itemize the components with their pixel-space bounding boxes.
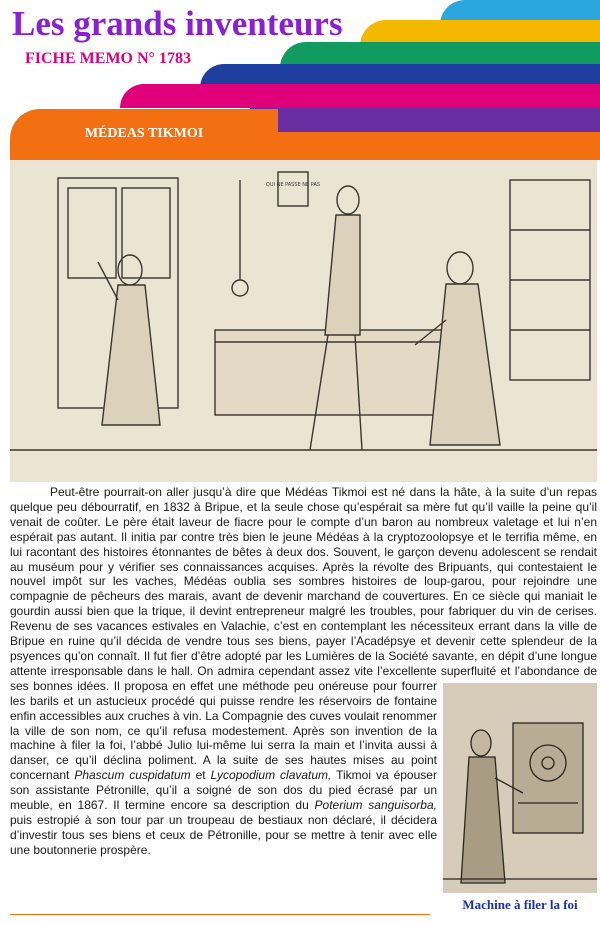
article-text-part-2: Tikmoi va épouser son assistante Pétronille, qu’il a soigné de son dos du pied écrasé par un meuble, en 1867. Il termine encore sa description du <box>10 768 437 813</box>
photo-caption: Machine à filer la foi <box>462 897 578 912</box>
page-title: Les grands inventeurs <box>12 4 343 43</box>
band-orange <box>250 132 600 160</box>
species-poterium: Poterium sanguisorba, <box>314 798 437 813</box>
band-magenta <box>120 84 600 108</box>
footer-rule <box>10 914 430 915</box>
subject-name-tab <box>10 109 278 160</box>
subject-name: MÉDEAS TIKMOI <box>84 126 204 141</box>
article-conjunction: et <box>195 768 206 783</box>
article-text-part-1: Peut-être pourrait-on aller jusqu’à dire que Médéas Tikmoi est né dans la hâte, à la suite d’un repas quelque peu débourratif, en 1832 à Bripue, et la seule chose qu’espérait sa mère fut qu’il vaille la peine qu’il venait de coûter. Le père était laveur de fiacre pour le compte d’un baron au nombreux valetage et lui n’en espérait pas autant. Il initia par contre très bien le jeune Médéas à la cryptozoolopsye et le terrifia même, en lui racontant des histoires étonnantes de bêtes à deux dos. Souvent, le garçon devenu adolescent se rendait au muséum pour y vérifier ses connaissances acquises. Après la révolte des Bripuants, qui contestaient le nouvel impôt sur les vaches, Médéas oublia ses sombres histoires de loup-garou, pour rejoindre une compagnie de pêcheurs des marais, avant de devenir marchand de couvertures. En ce siècle qui maniait le gourdin aussi bien que la trique, il devint entrepreneur malgré les troubles, pour fabriquer du vin de cerises. Revenu de ses vacances estivales en Valachie, c’est en contemplant les nécessiteux errant dans la ville de Bripue en ruine qu’il décida de vendre tous ses biens, payer l’Acadépsye et devenir cette splendeur de la psyences qu’on connaît. Il fut fier d’être adopté par les Lumières de la Société savante, en dépit d’une longue attente irresponsable dans le hall. On admira cependant assez vite l’excellente superfluité et l’abondance de ses bonnes idées. Il proposa en effet une méthode peu onéreuse pour fourrer les barils et un astucieux procédé qui puisse rendre les réservoirs de fontaine enfin accessibles aux cruches à vin. La Compagnie des cuves voulait renommer la ville de son nom, ce qu’il refusa modestement. Après son invention de la machine à filer la foi, l’abbé Julio lui-même lui serra la main et l’invita aussi à danser, ce qu’il déclina poliment. A la suite de ses hautes mises au point concernant <box>10 485 597 783</box>
band-purple <box>250 108 600 132</box>
article-body <box>10 485 597 909</box>
cartoon-illustration <box>10 160 597 482</box>
illustration-sign: QUI NE PASSE NE PAS <box>265 182 321 188</box>
memo-number: FICHE MEMO N° 1783 <box>25 50 191 67</box>
species-lycopodium: Lycopodium clavatum, <box>210 768 332 783</box>
species-phascum: Phascum cuspidatum <box>74 768 191 783</box>
photo-float-space <box>437 683 597 909</box>
article-text-part-3: puis estropié à son tour par un troupeau de bestiaux non déclaré, il décidera d’investir tous ses biens et ceux de Pétronille, pour se mettre à tenir avec elle une boutonnerie prospère. <box>10 812 437 857</box>
